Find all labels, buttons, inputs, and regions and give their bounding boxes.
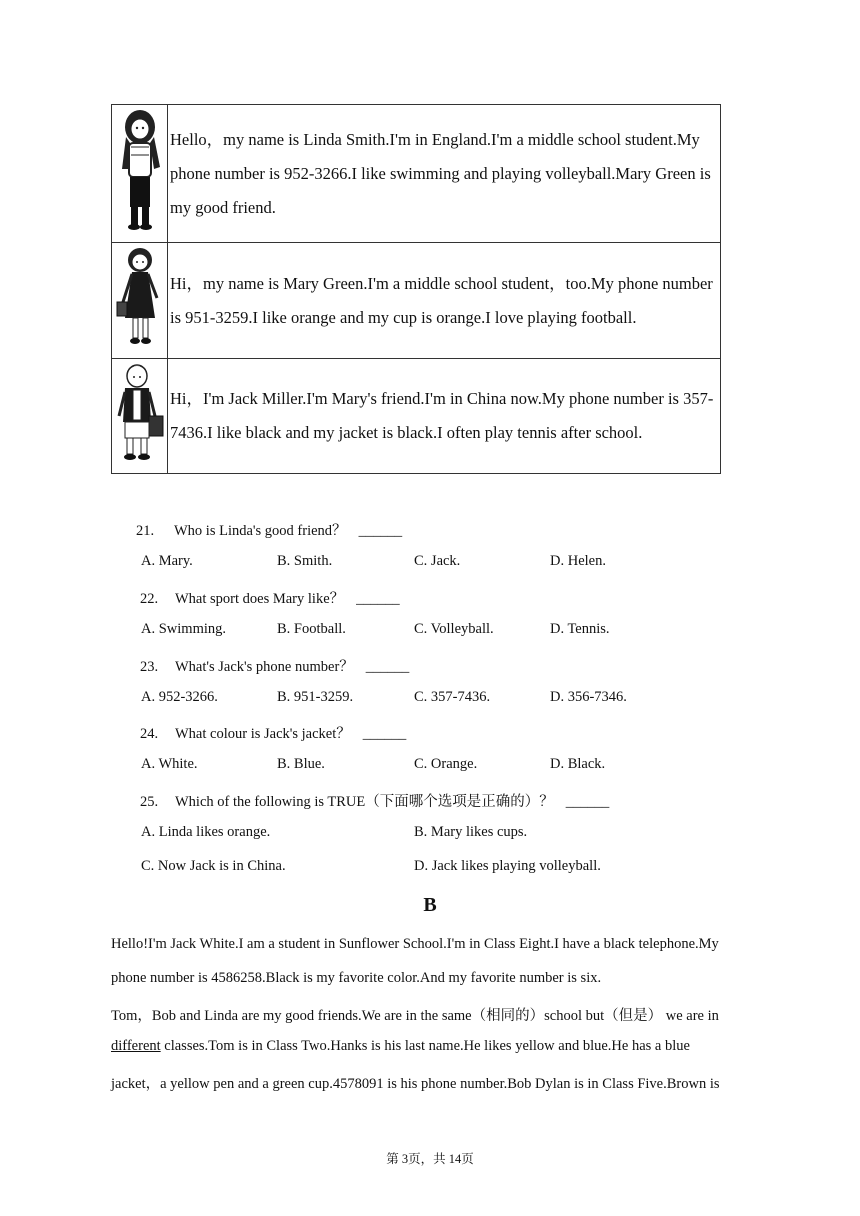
boy-with-bag-figure <box>113 362 167 466</box>
answer-blank: ______ <box>362 726 407 742</box>
passage-line <box>111 1038 690 1055</box>
profile-row <box>112 359 721 474</box>
answer-blank: ______ <box>365 659 410 675</box>
passage-line: Tom，Bob and Linda are my good friends.We are in the same（相同的）school but（但是） we are in <box>111 1008 719 1024</box>
question-text: What's Jack's phone number？ <box>175 659 354 675</box>
option-a: A. White. <box>141 756 198 772</box>
profile-table <box>111 104 721 474</box>
profile-text: Hi，my name is Mary Green.I'm a middle school student，too.My phone number is 951-3259.I like orange and my cup is orange.I love playing football. <box>168 243 721 359</box>
option-c: C. Now Jack is in China. <box>141 858 286 874</box>
passage-line: Hello!I'm Jack White.I am a student in Sunflower School.I'm in Class Eight.I have a black telephone.My <box>111 936 719 952</box>
profile-picture-cell <box>112 105 168 243</box>
question-number: 21. <box>136 523 155 539</box>
question-text: Who is Linda's good friend？ <box>174 523 347 539</box>
option-b: B. Blue. <box>277 756 325 772</box>
profile-picture-cell <box>112 243 168 359</box>
passage-line-text: classes.Tom is in Class Two.Hanks is his last name.He likes yellow and blue.He has a blue <box>164 1038 690 1054</box>
question-number: 25. <box>140 794 159 810</box>
option-b: B. Mary likes cups. <box>414 824 528 840</box>
passage-line: jacket，a yellow pen and a green cup.4578091 is his phone number.Bob Dylan is in Class Five.Brown is <box>111 1076 720 1092</box>
option-d: D. 356-7346. <box>550 689 627 705</box>
question <box>136 519 402 540</box>
profile-text: Hello，my name is Linda Smith.I'm in England.I'm a middle school student.My phone number is 952-3266.I like swimming and playing volleyball.Mary Green is my good friend. <box>168 105 721 243</box>
girl-with-long-hair-figure <box>116 109 164 233</box>
option-b: B. 951-3259. <box>277 689 354 705</box>
answer-blank: ______ <box>358 523 403 539</box>
question <box>140 655 409 676</box>
profile-row <box>112 243 721 359</box>
option-c: C. Orange. <box>414 756 478 772</box>
answer-blank: ______ <box>356 591 400 607</box>
question-number: 22. <box>140 591 159 607</box>
question <box>140 790 609 811</box>
question <box>140 722 406 743</box>
question-text: What colour is Jack's jacket？ <box>175 726 351 742</box>
option-b: B. Smith. <box>277 553 333 569</box>
option-a: A. Linda likes orange. <box>141 824 271 840</box>
page-footer: 第 3页，共 14页 <box>386 1152 474 1166</box>
option-d: D. Black. <box>550 756 606 772</box>
question-text: Which of the following is TRUE（下面哪个选项是正确的）？ <box>175 794 554 810</box>
passage-line: phone number is 4586258.Black is my favorite color.And my favorite number is six. <box>111 970 602 986</box>
question-number: 24. <box>140 726 159 742</box>
option-c: C. Volleyball. <box>414 621 494 637</box>
option-c: C. Jack. <box>414 553 461 569</box>
girl-in-dress-figure <box>115 246 165 350</box>
option-d: D. Tennis. <box>550 621 610 637</box>
option-a: A. Swimming. <box>141 621 226 637</box>
option-b: B. Football. <box>277 621 346 637</box>
section-heading: B <box>423 894 437 916</box>
option-a: A. 952-3266. <box>141 689 218 705</box>
question-text: What sport does Mary like？ <box>175 591 345 607</box>
option-d: D. Helen. <box>550 553 606 569</box>
answer-blank: ______ <box>565 794 610 810</box>
profile-row <box>112 105 721 243</box>
underlined-word: different <box>111 1038 161 1054</box>
profile-text: Hi，I'm Jack Miller.I'm Mary's friend.I'm in China now.My phone number is 357-7436.I like black and my jacket is black.I often play tennis after school. <box>168 359 721 474</box>
option-c: C. 357-7436. <box>414 689 491 705</box>
option-d: D. Jack likes playing volleyball. <box>414 858 601 874</box>
question-number: 23. <box>140 659 159 675</box>
option-a: A. Mary. <box>141 553 193 569</box>
profile-picture-cell <box>112 359 168 474</box>
question <box>140 587 400 608</box>
